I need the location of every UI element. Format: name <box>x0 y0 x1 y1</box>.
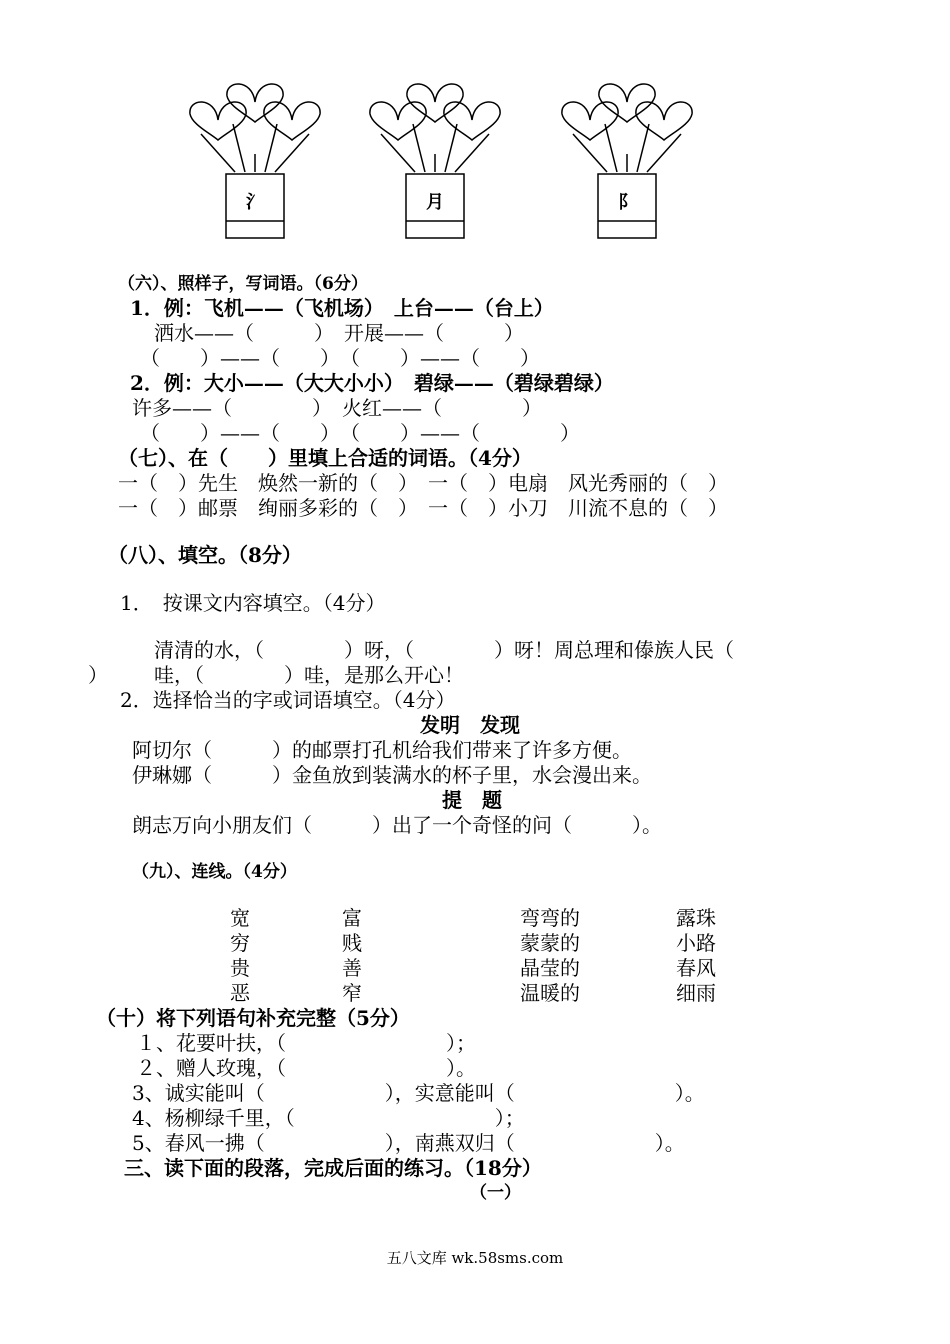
section-9-title: （九）、连线。（4分） <box>132 862 297 882</box>
s8-q1: 1． 按课文内容填空。（4分） <box>120 591 386 615</box>
heart-cluster-1 <box>190 84 320 238</box>
s6-ex1-line2: （ ）——（ ） （ ）——（ ） <box>140 346 540 370</box>
match-left-a-4: 恶 <box>230 981 250 1005</box>
s8-pair2-line1: 朗志万向小朋友们（ ）出了一个奇怪的问（ ）。 <box>132 813 662 837</box>
match-left-b-4: 窄 <box>342 981 362 1005</box>
match-right-a-1: 弯弯的 <box>520 906 580 930</box>
s10-line-4: 4、杨柳绿千里，（ ）； <box>132 1106 525 1130</box>
s7-line-2: 一（ ）邮票 绚丽多彩的（ ） 一（ ）小刀 川流不息的（ ） <box>118 496 728 520</box>
section-8-title: （八）、填空。（8分） <box>108 543 302 567</box>
match-right-a-3: 晶莹的 <box>520 956 580 980</box>
section-7-title: （七）、在（ ）里填上合适的词语。（4分） <box>118 446 532 470</box>
s10-line-5: 5、春风一拂（ ），南燕双归（ ）。 <box>132 1131 685 1155</box>
heart-cluster-3 <box>562 84 692 238</box>
match-left-a-2: 穷 <box>230 931 250 955</box>
match-left-b-1: 富 <box>342 906 362 930</box>
part-3-title: 三、读下面的段落，完成后面的练习。（18分） <box>124 1156 542 1180</box>
section-6-title: （六）、照样子，写词语。（6分） <box>118 274 368 294</box>
s8-pair1-line2: 伊琳娜（ ）金鱼放到装满水的杯子里，水会漫出来。 <box>132 763 652 787</box>
s6-example-1: 1．例：飞机——（飞机场） 上台——（台上） <box>130 296 554 320</box>
part-3-subtitle: （一） <box>470 1183 521 1203</box>
radical-box-1: 氵 <box>246 192 264 213</box>
s6-example-2: 2．例：大小——（大大小小） 碧绿——（碧绿碧绿） <box>130 371 614 395</box>
s8-q1-line2: 哇，（ ）哇，是那么开心！ <box>154 663 464 687</box>
match-right-b-4: 细雨 <box>676 981 716 1005</box>
match-right-a-4: 温暖的 <box>520 981 580 1005</box>
match-right-b-1: 露珠 <box>676 906 716 930</box>
page-footer: 五八文库 wk.58sms.com <box>386 1249 564 1267</box>
s6-ex2-line1: 许多——（ ） 火红——（ ） <box>132 396 542 420</box>
s8-q1-line1: 清清的水，（ ）呀，（ ）呀！周总理和傣族人民（ <box>154 638 734 662</box>
s7-line-1: 一（ ）先生 焕然一新的（ ） 一（ ）电扇 风光秀丽的（ ） <box>118 471 728 495</box>
match-right-a-2: 蒙蒙的 <box>520 931 580 955</box>
match-left-b-3: 善 <box>342 956 362 980</box>
match-left-b-2: 贱 <box>342 931 362 955</box>
word-pair-2: 提 题 <box>442 788 502 812</box>
match-left-a-3: 贵 <box>230 956 250 980</box>
s8-q1-line2-start: ） <box>88 663 108 687</box>
s10-line-3: 3、诚实能叫（ ），实意能叫（ ）。 <box>132 1081 705 1105</box>
section-10-title: （十）将下列语句补充完整（5分） <box>96 1006 410 1030</box>
heart-cluster-2 <box>370 84 500 238</box>
s10-line-1: １、花要叶扶，（ ）； <box>136 1031 476 1055</box>
match-right-b-3: 春风 <box>676 956 716 980</box>
s8-q2: 2．选择恰当的字或词语填空。（4分） <box>120 688 456 712</box>
s10-line-2: ２、赠人玫瑰，（ ）。 <box>136 1056 476 1080</box>
heart-diagram-graphic <box>0 0 950 250</box>
radical-box-2: 月 <box>426 192 444 213</box>
match-right-b-2: 小路 <box>676 931 716 955</box>
s8-pair1-line1: 阿切尔（ ）的邮票打孔机给我们带来了许多方便。 <box>132 738 632 762</box>
s6-ex2-line2: （ ）——（ ） （ ）——（ ） <box>140 421 580 445</box>
radical-box-3: 阝 <box>618 192 636 213</box>
s6-ex1-line1: 洒水——（ ） 开展——（ ） <box>154 321 524 345</box>
match-left-a-1: 宽 <box>230 906 250 930</box>
word-pair-1: 发明 发现 <box>420 713 520 737</box>
